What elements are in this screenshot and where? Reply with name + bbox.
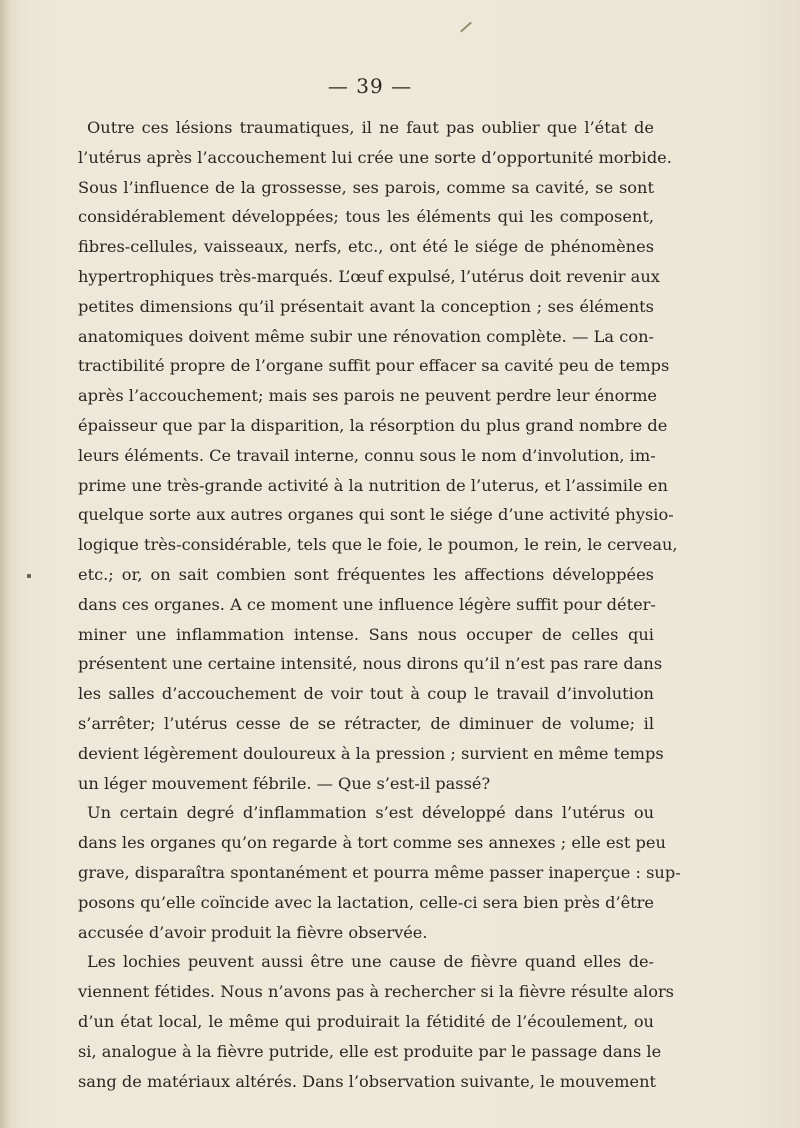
- text-line: petites dimensions qu’il présentait avant la conception ; ses éléments: [78, 296, 654, 316]
- text-line: s’arrêter; l’utérus cesse de se rétracter, de diminuer de volume; il: [78, 713, 654, 733]
- binding-edge: [0, 0, 10, 1128]
- text-line: tractibilité propre de l’organe suffit pour effacer sa cavité peu de temps: [78, 356, 670, 376]
- text-line: miner une inflammation intense. Sans nous occuper de celles qui: [78, 624, 654, 644]
- text-line: les salles d’accouchement de voir tout à coup le travail d’involution: [78, 684, 654, 704]
- text-line: hypertrophiques très-marqués. L’œuf expulsé, l’utérus doit revenir aux: [78, 266, 660, 286]
- text-line: quelque sorte aux autres organes qui sont le siége d’une activité physio-: [78, 505, 674, 525]
- page-number: — 39 —: [327, 74, 413, 98]
- text-line: Outre ces lésions traumatiques, il ne faut pas oublier que l’état de: [87, 118, 654, 137]
- text-line: l’utérus après l’accouchement lui crée une sorte d’opportunité morbide.: [78, 147, 672, 167]
- text-line: etc.; or, on sait combien sont fréquentes les affections développées: [78, 564, 654, 584]
- text-line: un léger mouvement fébrile. — Que s’est-il passé?: [78, 773, 491, 793]
- text-line: accusée d’avoir produit la fièvre observée.: [78, 922, 428, 942]
- text-line: Les lochies peuvent aussi être une cause de fièvre quand elles de-: [87, 952, 654, 972]
- pen-mark: [460, 22, 472, 33]
- text-line: considérablement développées; tous les éléments qui les composent,: [78, 207, 654, 227]
- text-line: si, analogue à la fièvre putride, elle est produite par le passage dans le: [78, 1041, 662, 1061]
- text-line: grave, disparaîtra spontanément et pourra même passer inaperçue : sup-: [78, 862, 681, 882]
- text-line: dans les organes qu’on regarde à tort comme ses annexes ; elle est peu: [78, 833, 666, 853]
- text-line: Sous l’influence de la grossesse, ses parois, comme sa cavité, se sont: [78, 177, 654, 197]
- text-line: épaisseur que par la disparition, la résorption du plus grand nombre de: [78, 415, 668, 435]
- text-line: Un certain degré d’inflammation s’est développé dans l’utérus ou: [87, 803, 654, 823]
- text-line: d’un état local, le même qui produirait la fétidité de l’écoulement, ou: [78, 1011, 654, 1031]
- text-line: fibres-cellules, vaisseaux, nerfs, etc., ont été le siége de phénomènes: [78, 237, 654, 257]
- margin-mark: [27, 574, 31, 578]
- text-line: présentent une certaine intensité, nous dirons qu’il n’est pas rare dans: [78, 654, 663, 674]
- text-line: posons qu’elle coïncide avec la lactation, celle-ci sera bien près d’être: [78, 892, 654, 912]
- text-line: dans ces organes. A ce moment une influence légère suffit pour déter-: [78, 594, 656, 614]
- text-line: viennent fétides. Nous n’avons pas à rechercher si la fièvre résulte alors: [78, 982, 674, 1002]
- text-line: après l’accouchement; mais ses parois ne peuvent perdre leur énorme: [78, 386, 657, 406]
- text-line: sang de matériaux altérés. Dans l’observation suivante, le mouvement: [78, 1071, 657, 1091]
- body-text: [78, 113, 681, 1096]
- text-line: devient légèrement douloureux à la pression ; survient en même temps: [78, 743, 664, 763]
- text-line: logique très-considérable, tels que le foie, le poumon, le rein, le cerveau,: [78, 535, 678, 555]
- text-line: prime une très-grande activité à la nutrition de l’uterus, et l’assimile en: [78, 475, 668, 495]
- text-line: leurs éléments. Ce travail interne, connu sous le nom d’involution, im-: [78, 445, 656, 465]
- text-line: anatomiques doivent même subir une rénovation complète. — La con-: [78, 326, 654, 346]
